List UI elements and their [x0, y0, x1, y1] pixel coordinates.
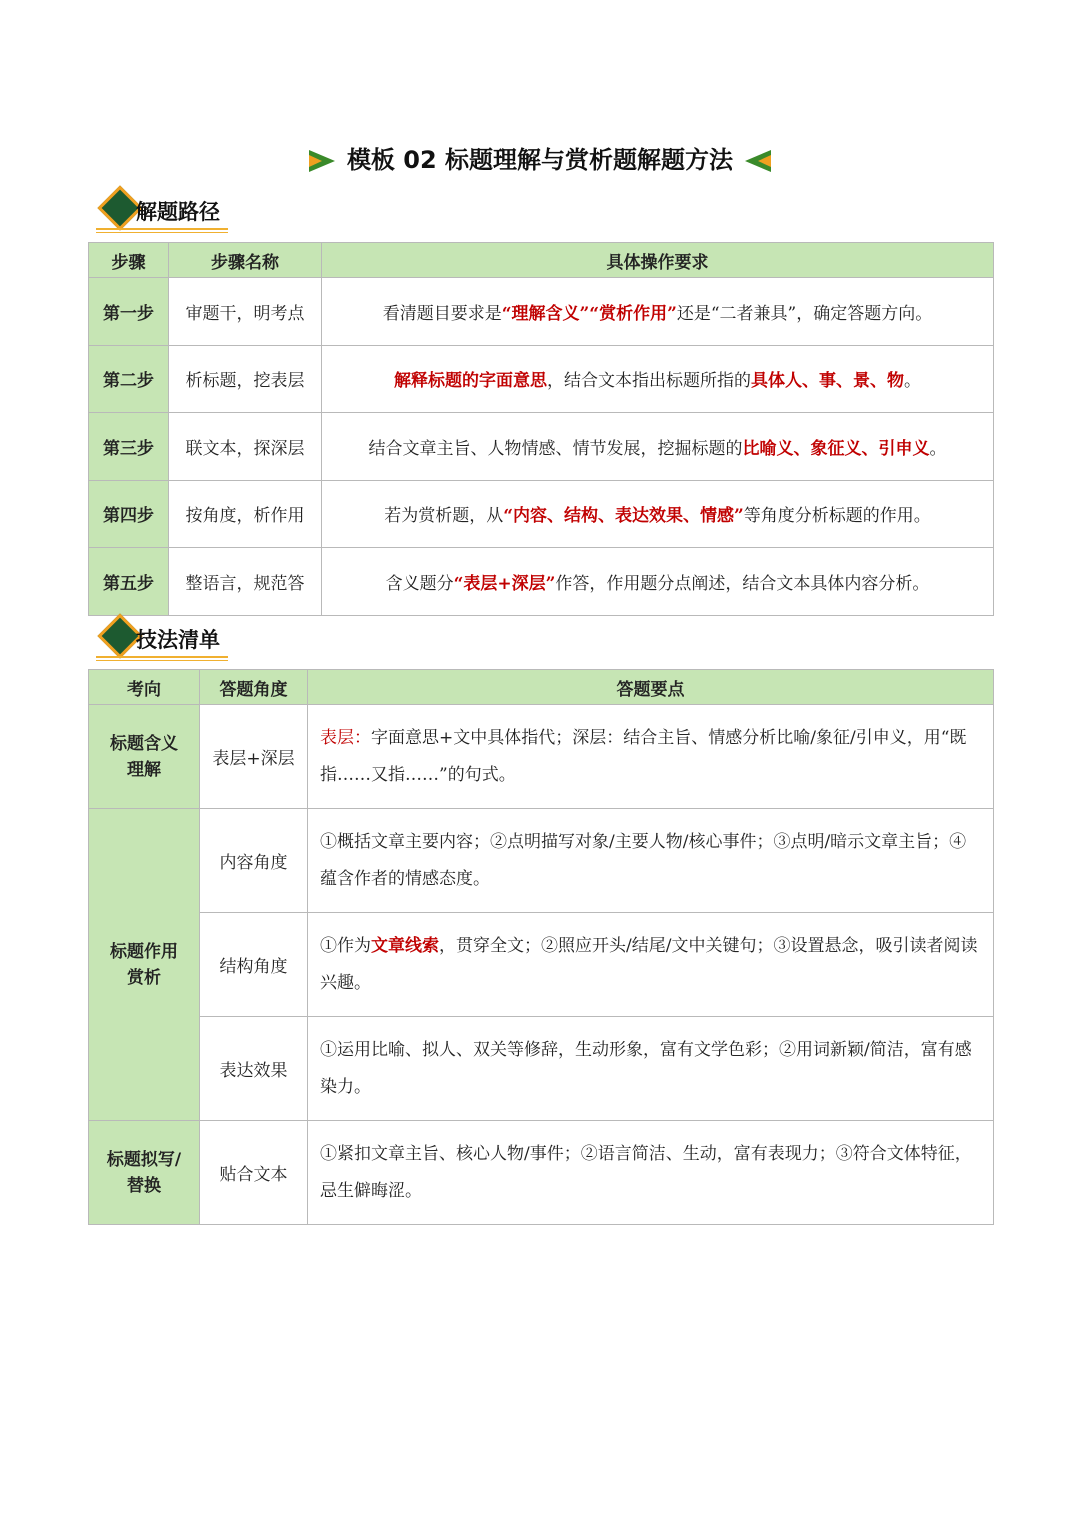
body-text: 。	[929, 438, 947, 459]
table-row	[89, 480, 994, 548]
requirement-cell	[322, 413, 994, 481]
right-arrow-icon	[309, 150, 339, 172]
points-cell	[308, 913, 994, 1017]
step-name-cell: 审题干，明考点	[169, 278, 322, 346]
step-name-cell: 析标题，挖表层	[169, 345, 322, 413]
highlight-text: 比喻义、象征义、引申义	[742, 438, 930, 459]
table-row	[89, 809, 994, 913]
page-title	[0, 140, 1080, 175]
header-topic: 考向	[89, 670, 200, 705]
table-row	[89, 705, 994, 809]
highlight-text: “理解含义”“赏析作用”	[501, 303, 677, 324]
table-row	[89, 913, 994, 1017]
angle-cell: 表达效果	[200, 1017, 308, 1121]
requirement-cell	[322, 548, 994, 616]
table-row	[89, 548, 994, 616]
table-row	[89, 1121, 994, 1225]
step-name-cell: 整语言，规范答	[169, 548, 322, 616]
points-cell	[308, 1121, 994, 1225]
header-points: 答题要点	[308, 670, 994, 705]
highlight-text: “内容、结构、表达效果、情感”	[503, 506, 744, 527]
header-step-name: 步骤名称	[169, 243, 322, 278]
table-header-row	[89, 243, 994, 278]
body-text: 含义题分	[385, 573, 454, 594]
points-cell	[308, 705, 994, 809]
requirement-cell	[322, 480, 994, 548]
highlight-text: 表层：	[320, 727, 371, 748]
body-text: 还是“二者兼具”，确定答题方向。	[676, 303, 933, 324]
highlight-text: 文章线索	[371, 935, 439, 956]
heading-underline	[96, 660, 228, 661]
body-text: ①作为	[320, 935, 371, 956]
body-text: ①紧扣文章主旨、核心人物/事件；②语言简洁、生动，富有表现力；③符合文体特征，忌生僻晦涩。	[320, 1143, 972, 1201]
step-cell: 第三步	[89, 413, 169, 481]
angle-cell: 表层+深层	[200, 705, 308, 809]
heading-underline	[96, 656, 228, 658]
heading-underline	[96, 228, 228, 230]
body-text: ①运用比喻、拟人、双关等修辞，生动形象，富有文学色彩；②用词新颖/简洁，富有感染力。	[320, 1039, 972, 1097]
highlight-text: “表层+深层”	[453, 573, 556, 594]
page-title-text: 模板 02 标题理解与赏析题解题方法	[346, 146, 734, 174]
table-row	[89, 278, 994, 346]
section-heading-path	[96, 192, 236, 234]
body-text: 作答，作用题分点阐述，结合文本具体内容分析。	[555, 573, 930, 594]
body-text: ，贯穿全文；②照应开头/结尾/文中关键句；③设置悬念，吸引读者阅读兴趣。	[320, 935, 978, 993]
step-name-cell: 联文本，探深层	[169, 413, 322, 481]
step-cell: 第四步	[89, 480, 169, 548]
table-row	[89, 345, 994, 413]
left-arrow-icon	[741, 150, 771, 172]
body-text: 。	[904, 371, 921, 392]
highlight-text: 解释标题的字面意思	[394, 371, 547, 392]
section-heading-label: 解题路径	[136, 200, 220, 224]
topic-cell: 标题作用赏析	[89, 809, 200, 1121]
section-heading-label: 技法清单	[136, 628, 220, 652]
step-cell: 第二步	[89, 345, 169, 413]
techniques-table	[88, 669, 994, 1225]
points-cell	[308, 1017, 994, 1121]
topic-cell: 标题含义理解	[89, 705, 200, 809]
heading-underline	[96, 232, 228, 233]
step-cell: 第一步	[89, 278, 169, 346]
header-angle: 答题角度	[200, 670, 308, 705]
table-row	[89, 1017, 994, 1121]
topic-cell: 标题拟写/替换	[89, 1121, 200, 1225]
step-name-cell: 按角度，析作用	[169, 480, 322, 548]
body-text: 结合文章主旨、人物情感、情节发展，挖掘标题的	[368, 438, 743, 459]
highlight-text: 具体人、事、景、物	[751, 371, 904, 392]
angle-cell: 结构角度	[200, 913, 308, 1017]
header-step: 步骤	[89, 243, 169, 278]
body-text: ①概括文章主要内容；②点明描写对象/主要人物/核心事件；③点明/暗示文章主旨；④蕴含作者的情感态度。	[320, 831, 967, 889]
table-row	[89, 413, 994, 481]
body-text: 若为赏析题，从	[384, 506, 504, 527]
points-cell	[308, 809, 994, 913]
header-requirement: 具体操作要求	[322, 243, 994, 278]
angle-cell: 内容角度	[200, 809, 308, 913]
requirement-cell	[322, 278, 994, 346]
body-text: 字面意思+文中具体指代；深层：结合主旨、情感分析比喻/象征/引申义，用“既指……又指……”的句式。	[320, 727, 967, 785]
body-text: 等角度分析标题的作用。	[743, 506, 931, 527]
step-cell: 第五步	[89, 548, 169, 616]
angle-cell: 贴合文本	[200, 1121, 308, 1225]
body-text: ，结合文本指出标题所指的	[547, 371, 751, 392]
section-heading-techniques	[96, 620, 236, 662]
requirement-cell	[322, 345, 994, 413]
body-text: 看清题目要求是	[382, 303, 502, 324]
table-header-row	[89, 670, 994, 705]
steps-table	[88, 242, 994, 616]
